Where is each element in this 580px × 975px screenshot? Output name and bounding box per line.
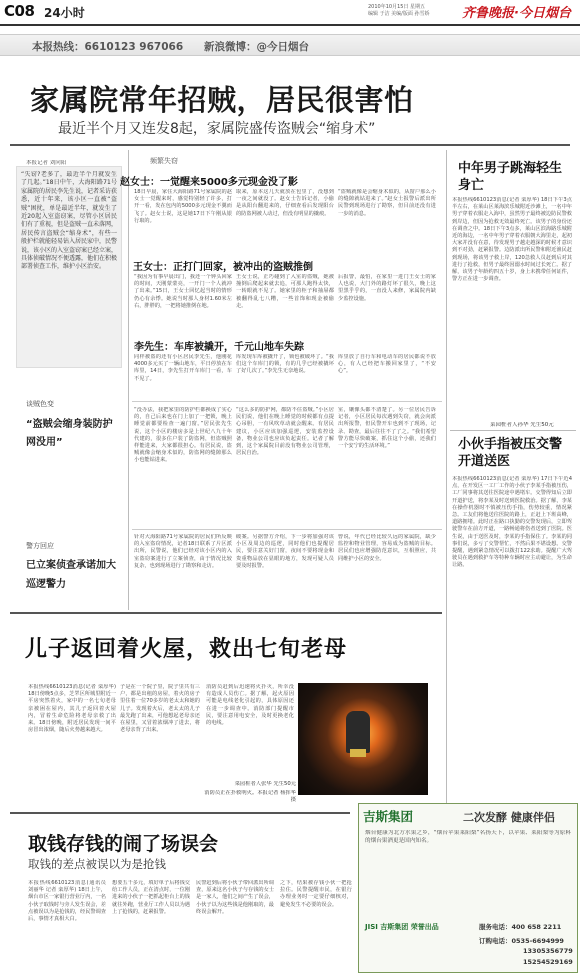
body-text: 破案。另据警方介绍，下一步将加强对该小区及周边的巡逻，同时他们也提醒居民，要注意关好门窗，夜间不要将现金和贵重物品放在显眼的地方，发现可疑人员要及时报警。 <box>236 534 334 569</box>
story2-body: 子是在一个院子里，院子里共有三户，都是出租的房屋，着火的房子里住着一位70多岁的老太太和她的儿子。发现着火后，老太太的儿子最先跑了出来，可他想起老母亲还在屋里，又冒着浓烟冲了进去，将老母亲背了出来。 <box>120 684 200 734</box>
masthead: 齐鲁晚报·今日烟台 <box>462 6 571 21</box>
ad-phone2: 13305356779 <box>523 947 573 955</box>
story2-body: 消防员赶到后迅速将火扑灭，所幸没有造成人员伤亡。据了解，起火原因可能是电线老化引起的，具体原因还在进一步调查中。消防部门提醒市民，要注意用电安全，及时更换老化的电线。 <box>206 684 294 727</box>
right-headline-2: 小伙手指被压交警开道送医 <box>458 437 563 469</box>
body-text: “没办法，我把家里的防护栏都换成了实心的，自己后来也在门上加了一把锁，晚上睡觉前都要检查一遍门窗。”居民张先生说，这个小区的楼房多是上世纪八九十年代建的，很多住户装了防盗网，但盗贼照样能进来，大家都很担心。有居民说，盗贼就像会缩身术似的，防盗网的缝隙那么小也能钻进来。 <box>134 407 232 464</box>
pull-label: 谈贼色变 <box>26 400 54 408</box>
body-text: “我因为有事早晨出门，我还一个钟头回家的时间，天刚蒙蒙亮，一开门一个人就冲了出来。”15日，王女士回忆起当时的情形仍心有余悸。她说当时那人身材1.60米左右，胖胖的，一把将她推倒在地。 <box>134 274 232 309</box>
ad-hotline: 订购电话：0535-6694999 <box>479 937 564 945</box>
main-headline: 家属院常年招贼，居民很害怕 <box>30 83 414 117</box>
body-text: 后报警，最怕，在家里一进门王女士的家人也说，大门外的路灯坏了很久，晚上这里黑乎乎的，一直没人来修，家属院内缺少监控设施。 <box>338 274 436 302</box>
dateline <box>368 3 458 17</box>
story3-headline: 取钱存钱的闹了场误会 <box>28 833 219 855</box>
body-text: 库发现车库被撬开了，锁也被破坏了。“我们这个车库门的锁，有的几乎已经被撬坏了好几次了。”李先生无奈地说。 <box>236 354 334 375</box>
sub-heading-3: 李先生：车库被撬开，千元山地车失踪 <box>134 342 304 353</box>
ad-body: 烟台健康为北方水果之乡，“烟台苹果莱阳梨”名扬天下，以苹果、莱阳梨等为原料的烟台果酒更是国内知名。 <box>365 830 571 844</box>
police-label: 警方回应 <box>26 542 54 550</box>
weibo-text: 新浪微博：@今日烟台 <box>204 41 309 53</box>
hotline-text: 本报热线：6610123 967066 <box>32 41 184 53</box>
page-header <box>0 0 580 24</box>
byline: 本报记者 刘向阳 <box>26 160 67 166</box>
story3-subheadline: 取钱的差点被误以为是抢钱 <box>28 857 166 871</box>
firefighter-stripe <box>350 749 366 757</box>
page-number: C08 <box>4 2 35 20</box>
story2-photo-caption: 消防员正在扑救明火。本报记者 杨挥华 摄 <box>204 790 296 804</box>
police-text: 已立案侦查承诺加大巡逻警力 <box>26 560 116 590</box>
lead-box <box>16 166 122 368</box>
kicker: 频繁失窃 <box>150 157 178 165</box>
body-text: 18日早晨，家住大海阳路71号家属院的赵女士一觉醒来时，感觉特别轻了许多，打开一看，发在包内的5000多元现金不翼而飞了。赵女士说，这是她17日下午刚从银行取的。 <box>134 189 232 224</box>
ad-brand: 吉斯集团 <box>363 809 414 824</box>
sub-heading-1: 赵女士：一觉醒来5000多元现金没了影 <box>120 177 298 188</box>
ad-phone3: 15254529169 <box>523 958 573 966</box>
body-text: “盗贼就像是会缩身术似的，从窗户那么小的缝隙就钻进来了。”赵女士报警后派出所民警到现场进行了勘察，但目前还没有进一步的消息。 <box>338 189 436 217</box>
body-text: 王女士说，正巧碰到了入室的盗贼，她被撞倒后爬起来就去追，可那人跑得太快，一转眼就不见了。她家里的柜子和抽屉都被翻得乱七八糟，一些首饰和现金被偷走。 <box>236 274 334 309</box>
ad-box <box>358 803 578 973</box>
lead-text: “失窃?老多了，最近半个月就发生了几起。”18日中午，大海阳路71号家属院的居民李先生说，记者采访获悉，近十年来，该小区一直被“盗贼”困扰，单是最近半年，就发生了近20起入室盗窃案，尽管小区居民们有了重视，但是盗贼一直未落网，居民传言盗贼会“缩身术”，有些一般护栏就能轻易钻入居民家中，民警说，该小区的入室盗窃案已经立案，具体侦破情况不便透露，他们在积极部署侦查工作，维护小区治安。 <box>21 171 117 271</box>
body-text: 取来，原本这几天就放在包里了，没想到一夜之间就没了。赵女士告诉记者，小偷是从阳台翻进来的，仔细查看后发现阳台的防盗网被人动过，但没有明显的撬痕。 <box>236 189 334 217</box>
sub-heading-2: 王女士：正打门回家，被冲出的盗贼推倒 <box>133 262 313 273</box>
date-text: 2010年10月15日 星期五 <box>368 4 426 10</box>
right-body-2: 本报热线6610123消息(记者 栾厚华) 17日下午近4点，在开发区一工厂工作的小伙子李某手指被压伤，工厂同事将其送往医院途中遇堵车。交警得知后立即开道护送，将李某及时送到医院救治。据了解，李某在操作机器时不慎被压伤手指，伤势较重，情况紧急。工友们将他送往医院的路上，正赶上下班高峰，道路拥堵。此时正在路口执勤的交警发现后，立即驾驶警车在前方开道，一路畅通将伤者送到了医院。医生说，由于送医及时，李某的手指保住了。李某的同事们说，多亏了交警帮忙，不然后果不堪设想。交警提醒，遇到紧急情况可以拨打122求助。提醒广大驾驶员在遇到救护车等特种车辆时应主动避让，为生命让路。 <box>452 476 572 569</box>
ad-footer: JISI 吉斯集团 荣誉出品 <box>365 923 439 931</box>
ad-slogan: 二次发酵 健康伴侣 <box>463 811 555 824</box>
right-headline-1: 中年男子跳海轻生身亡 <box>458 161 563 193</box>
story3-body: 想要五千多元，填好单子后将钱交给工作人员，正在清点时，一位刚进来的小伙子一把抓起柜台上的钱就往外跑，营业厅工作人员以为遇上了抢钱的，赶紧报警。 <box>112 880 190 915</box>
body-text: 室，镶像头都不清楚了。另一位居民告诉记者，小区居民每次遇到失窃，就会向派出所报警，但民警开车也到不了现场，记录、勘查，最后往往不了了之。“我们希望警方能尽快破案，抓住这个小偷，还我们一个安宁的生活环境。” <box>338 407 436 450</box>
story3-body: 民警赶到后将小伙子带回派出所调查，原来这名小伙子与存钱的女士是一家人，他们之间产生了误会，小伙子以为这些钱是他刚取的，最终误会解开。 <box>196 880 274 915</box>
firefighter-figure <box>346 711 370 753</box>
right-credit-1: 菜园桩者人孙华 先生50元 <box>490 422 554 428</box>
fire-photo <box>298 683 428 795</box>
section-title: 24小时 <box>44 6 85 20</box>
body-text: “这么多的防护网，都防不住盗贼。”小区居民们说，他们在晚上睡觉的时候都有点提心吊胆，一有风吹草动就会醒来。有居民建议，小区应该加强巡逻，安装监控设备，物业公司也应该负起责任。记者了解到，这个家属院目前没有物业公司管理，居民自治。 <box>236 407 334 457</box>
story3-body: 本报热线6610123消息(通讯员 刘丽华 记者 栾厚华) 18日上午，烟台市区一家银行营业厅内，一名小伙子取钱时与旁人发生误会，差点被误以为是抢钱的，经民警调查后，事情才真相大白。 <box>28 880 106 923</box>
body-text: 同样被盗的还有小区居民李先生，他刚花4000多元买了一辆山地车，平日停放在车库里，14日，李先生打开车库门一看，车不见了。 <box>134 354 232 382</box>
story2-headline: 儿子返回着火屋，救出七旬老母 <box>25 637 348 662</box>
pull-quote: “盗贼会缩身装防护网没用” <box>26 419 113 448</box>
ad-service: 服务电话：400 658 2211 <box>479 923 562 931</box>
hotline-bar <box>0 34 580 56</box>
main-subheadline: 最近半个月又连发8起，家属院盛传盗贼会“缩身术” <box>58 121 376 137</box>
story3-body: 之下，结果被存钱小伙一把抢拉住。民警提醒市民，在银行办理业务时一定要仔细核对，避免发生不必要的误会。 <box>280 880 352 908</box>
story2-body: 本报热线6610123消息(记者 栾厚华) 18日傍晚5点多，芝罘区所城里附近一平房突然着火，家中的一名七旬老母亲被困在屋内，其儿子返回着火屋内，冒着生命危险将老母亲救了出来。18日傍晚，附近居民发现一间平房冒出浓烟，随后火势越来越大。 <box>28 684 116 734</box>
story2-credit: 菜园桩者人张华 先生50元 <box>234 781 296 787</box>
body-text: 曾说，年代已经比较久远的家属院，缺少监控和物业管理，容易成为盗贼的目标。居民们也应增强防范意识，互相照应，共同维护小区的安全。 <box>338 534 436 562</box>
editors-text: 编辑 于洁 美编/版面 孙雪娇 <box>368 11 430 17</box>
body-text: 针对大海阳路71号家属院的居民们所反映的入室盗窃情况，记者18日联系了片区派出所，民警说，他们已经对该小区内的入室盗窃案进行了立案侦查，由于情况比较复杂，也到现场进行了勘察和走访。 <box>134 534 232 569</box>
right-body-1: 本报热线6610123消息(记者 栾厚华) 18日下午3点半左右，在莱山区莱海滨乐城附近沙滩上，一名中年男子穿着衣服走入海中，虽然男子最终被边防民警救到岸边，但因为抢救无效最终死亡。该男子的身份还在调查之中。18日下午3点多，莱山区滨海路乐城附近的海边，一名中年男子穿着衣服朝大海里走，起初大家并没有在意，待发现男子越走越深的时候才意识到不对劲，赶紧报警。边防派出所民警和附近渔民赶到现场，将该男子救上岸，120急救人员赶到后对其进行了抢救，但男子最终因溺水时间过长死亡。据了解，该男子年龄约四五十岁，身上未携带任何证件，警方正在进一步调查。 <box>452 197 572 283</box>
body-text: 库里放了自行车和电动车的居民都说不放心，有人已经把车搬回家里了，“不安心”。 <box>338 354 436 375</box>
